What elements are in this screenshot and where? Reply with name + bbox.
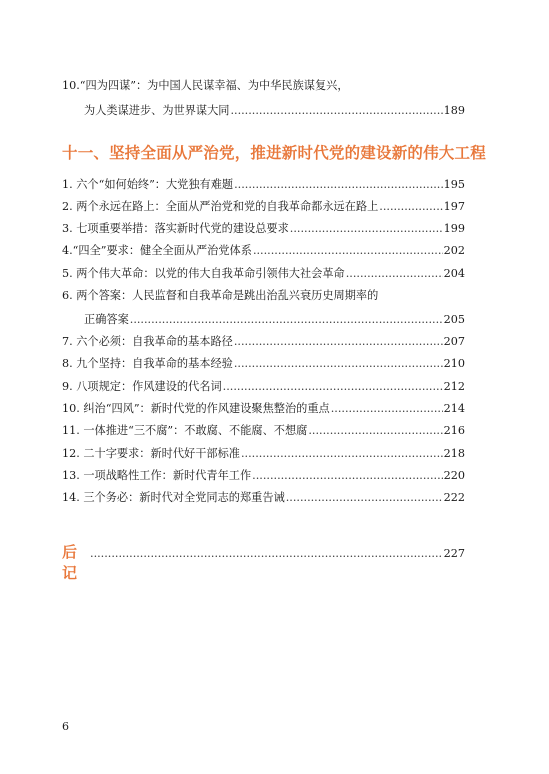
toc-page-number: 205 <box>443 313 465 326</box>
dot-leader <box>234 356 443 372</box>
dot-leader <box>379 199 442 215</box>
toc-entry-afterword[interactable] <box>62 541 465 583</box>
toc-entry-text: 3. 七项重要举措：落实新时代党的建设总要求 <box>62 222 289 235</box>
dot-leader <box>308 423 442 439</box>
toc-entry[interactable] <box>62 379 465 395</box>
toc-page-number: 204 <box>443 267 465 280</box>
toc-page-number: 195 <box>443 178 465 191</box>
toc-page-number: 202 <box>443 244 465 257</box>
toc-page-number: 210 <box>443 357 465 370</box>
dot-leader <box>241 446 443 462</box>
toc-entry-text: 8. 九个坚持：自我革命的基本经验 <box>62 357 233 370</box>
toc-entry-text: 7. 六个必须：自我革命的基本路径 <box>62 335 233 348</box>
toc-entry-text: 为人类谋进步、为世界谋大同 <box>84 104 230 117</box>
toc-entry[interactable] <box>62 490 465 506</box>
toc-entry-text: 6. 两个答案：人民监督和自我革命是跳出治乱兴衰历史周期率的 <box>62 289 379 302</box>
toc-page-number: 220 <box>443 469 465 482</box>
toc-entry-10-prev-cont[interactable] <box>62 103 465 119</box>
toc-page-number: 197 <box>443 200 465 213</box>
toc-page-number: 214 <box>443 402 465 415</box>
dot-leader <box>290 221 443 237</box>
toc-entry[interactable] <box>62 446 465 462</box>
toc-entry-text: 4.“四全”要求：健全全面从严治党体系 <box>62 244 252 257</box>
dot-leader <box>331 401 443 417</box>
toc-entry[interactable] <box>62 243 465 259</box>
toc-entry-text: 正确答案 <box>84 313 129 326</box>
toc-entry[interactable] <box>62 199 465 215</box>
toc-entry[interactable] <box>62 221 465 237</box>
toc-page-number: 207 <box>443 335 465 348</box>
toc-entry-text: 11. 一体推进“三不腐”：不敢腐、不能腐、不想腐 <box>62 424 308 437</box>
toc-entry[interactable] <box>62 423 465 439</box>
toc-entry-cont[interactable] <box>62 312 465 328</box>
toc-entry[interactable] <box>62 266 465 282</box>
toc-entry[interactable] <box>62 468 465 484</box>
toc-entry-10-prev[interactable] <box>62 78 465 94</box>
toc-page-number: 227 <box>443 547 465 560</box>
toc-entry[interactable] <box>62 334 465 350</box>
afterword-title: 后记 <box>62 543 90 582</box>
toc-entry-text: 14. 三个务必：新时代对全党同志的郑重告诫 <box>62 491 285 504</box>
toc-page-number: 212 <box>443 380 465 393</box>
toc-page-number: 189 <box>443 104 465 117</box>
dot-leader <box>286 490 443 506</box>
toc-entry-text: 1. 六个“如何始终”：大党独有难题 <box>62 178 234 191</box>
dot-leader <box>90 547 443 560</box>
toc-entry-text: 9. 八项规定：作风建设的代名词 <box>62 380 222 393</box>
toc-page-number: 199 <box>443 222 465 235</box>
dot-leader <box>346 266 443 282</box>
toc-page-number: 222 <box>443 491 465 504</box>
dot-leader <box>234 177 443 193</box>
toc-entry-text: 10. 纠治“四风”：新时代党的作风建设聚焦整治的重点 <box>62 402 330 415</box>
dot-leader <box>223 379 443 395</box>
toc-page-number: 216 <box>443 424 465 437</box>
toc-entry-text: 13. 一项战略性工作：新时代青年工作 <box>62 469 252 482</box>
toc-entry-text: 10.“四为四谋”：为中国人民谋幸福、为中华民族谋复兴， <box>62 79 349 92</box>
toc-entry-text: 12. 二十字要求：新时代好干部标准 <box>62 447 240 460</box>
dot-leader <box>253 243 443 259</box>
toc-entry-text: 5. 两个伟大革命：以党的伟大自我革命引领伟大社会革命 <box>62 267 345 280</box>
dot-leader <box>252 468 442 484</box>
section-title: 十一、坚持全面从严治党，推进新时代党的建设新的伟大工程 <box>62 143 486 162</box>
dot-leader <box>230 103 442 119</box>
toc-entry-text: 2. 两个永远在路上：全面从严治党和党的自我革命都永远在路上 <box>62 200 379 213</box>
toc-entry[interactable] <box>62 401 465 417</box>
dot-leader <box>234 334 443 350</box>
toc-page-number: 218 <box>443 447 465 460</box>
toc-entry[interactable] <box>62 177 465 193</box>
toc-entry[interactable] <box>62 356 465 372</box>
toc-entry[interactable] <box>62 288 465 304</box>
dot-leader <box>130 312 443 328</box>
page-number: 6 <box>62 720 69 733</box>
